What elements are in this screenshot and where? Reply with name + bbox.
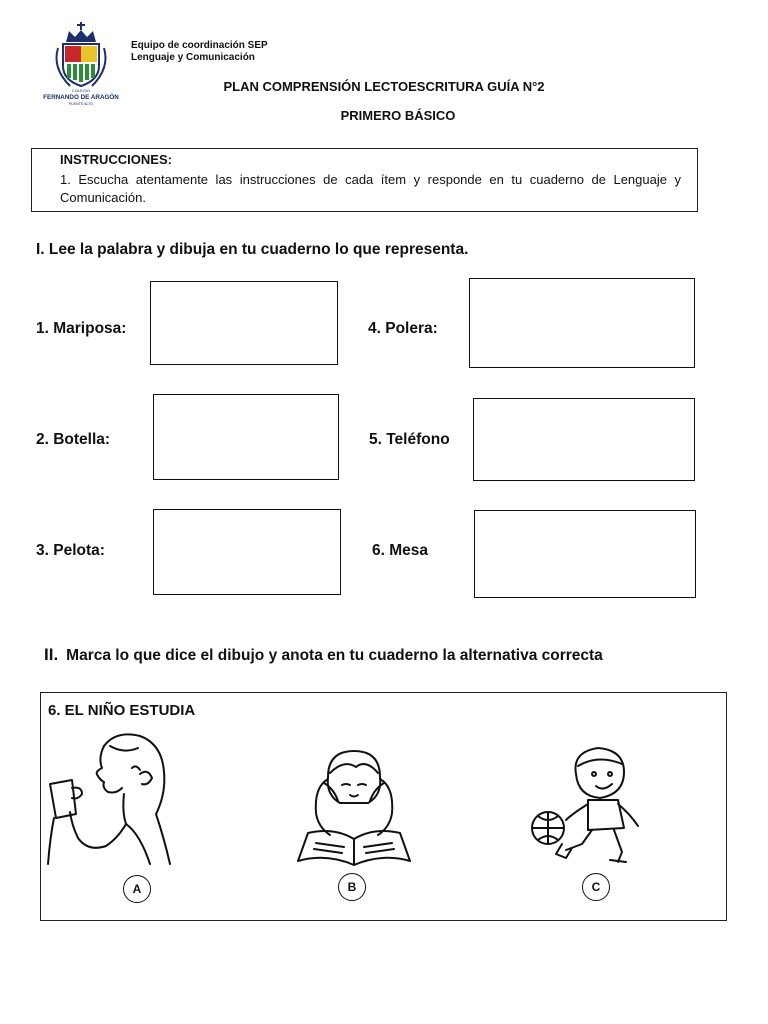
drawing-box-2 — [153, 394, 339, 480]
document-title: PLAN COMPRENSIÓN LECTOESCRITURA GUÍA N°2 — [223, 79, 545, 94]
option-a[interactable]: A — [123, 875, 151, 903]
option-b[interactable]: B — [338, 873, 366, 901]
drawing-box-3 — [153, 509, 341, 595]
logo-text-main: FERNANDO DE ARAGÓN — [43, 94, 119, 101]
drawing-box-4 — [469, 278, 695, 368]
org-line-2: Lenguaje y Comunicación — [131, 52, 255, 63]
logo-text-sub: PUENTE ALTO — [68, 102, 94, 106]
instructions-heading: INSTRUCCIONES: — [60, 152, 172, 167]
section-2-heading — [44, 645, 603, 665]
document-subtitle: PRIMERO BÁSICO — [340, 108, 456, 123]
crown-cross-icon — [66, 22, 96, 42]
item-label-5: 5. Teléfono — [369, 431, 450, 448]
item-label-3: 3. Pelota: — [36, 542, 105, 559]
item-label-4: 4. Polera: — [368, 320, 438, 337]
drawing-box-5 — [473, 398, 695, 481]
logo-text-top: COLEGIO — [71, 88, 91, 93]
item-label-6: 6. Mesa — [372, 542, 429, 559]
school-crest-logo — [36, 20, 126, 108]
section-2-text: Marca lo que dice el dibujo y anota en tu cuaderno la alternativa correcta — [66, 647, 603, 664]
org-line-1: Equipo de coordinación SEP — [131, 40, 268, 51]
drawing-box-6 — [474, 510, 696, 598]
instructions-box — [31, 148, 698, 212]
instructions-text: 1. Escucha atentamente las instrucciones de cada ítem y responde en tu cuaderno de Lenguaje y Comunicación. — [60, 172, 681, 205]
option-c[interactable]: C — [582, 873, 610, 901]
item-label-1: 1. Mariposa: — [36, 320, 127, 337]
item-label-2: 2. Botella: — [36, 431, 111, 448]
question-title: 6. EL NIÑO ESTUDIA — [48, 702, 196, 719]
child-kicking-ball-icon — [526, 744, 646, 866]
section-2-number: II. — [44, 645, 59, 664]
child-reading-book-icon — [294, 743, 414, 869]
organization-label — [131, 40, 268, 64]
drawing-box-1 — [150, 281, 338, 365]
child-drinking-icon — [44, 728, 184, 868]
section-1-heading: I. Lee la palabra y dibuja en tu cuaderno lo que representa. — [36, 241, 469, 258]
soccer-ball-icon — [532, 812, 564, 844]
